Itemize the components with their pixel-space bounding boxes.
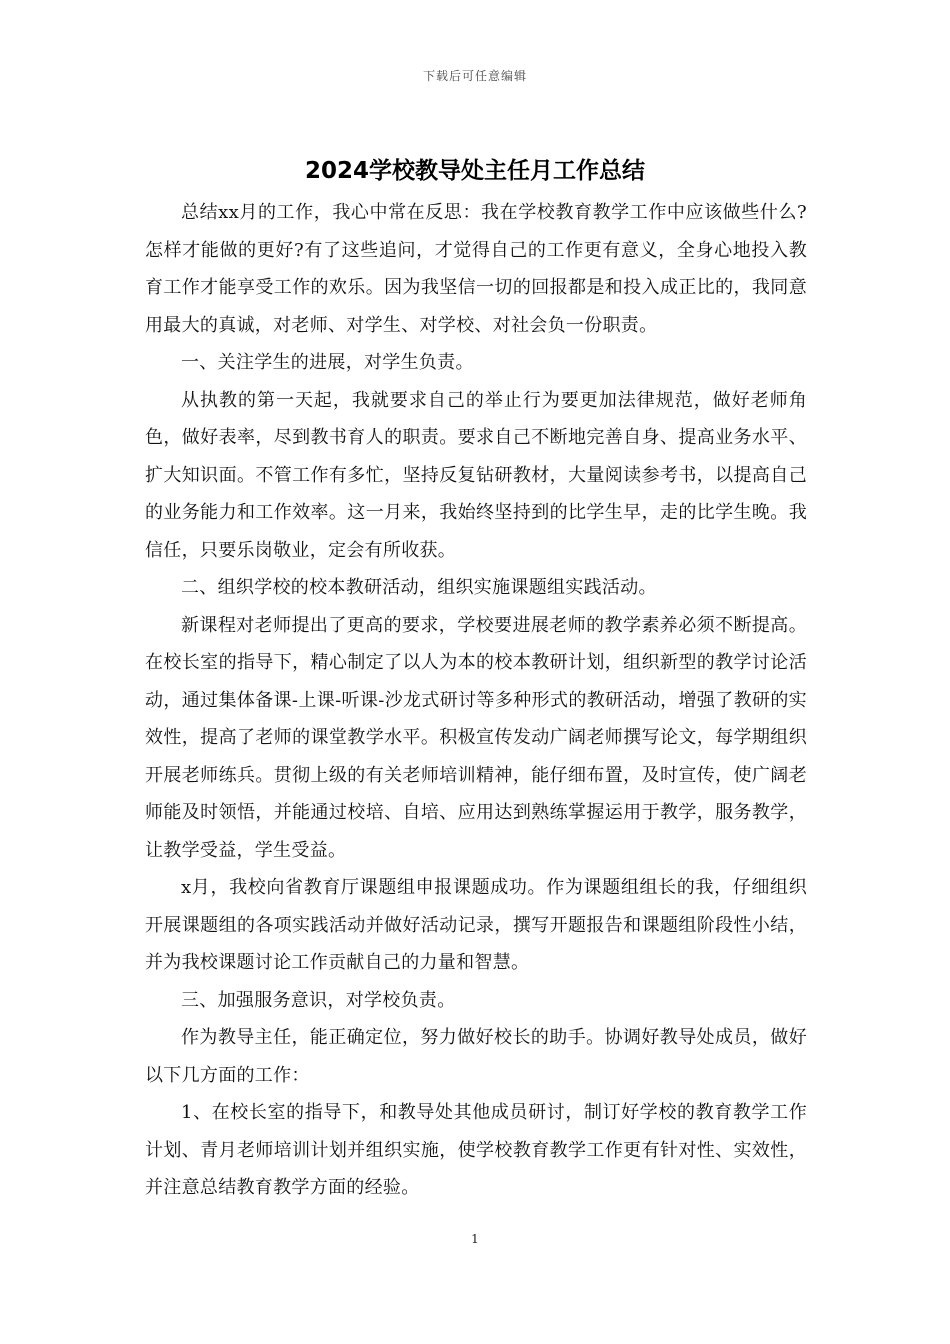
- document-body: [145, 194, 807, 1207]
- body-paragraph: x月，我校向省教育厅课题组申报课题成功。作为课题组组长的我，仔细组织开展课题组的各项实践活动并做好活动记录，撰写开题报告和课题组阶段性小结，并为我校课题讨论工作贡献自己的力量和智慧。: [145, 877, 807, 973]
- intro-paragraph: 总结xx月的工作，我心中常在反思：我在学校教育教学工作中应该做些什么?怎样才能做的更好?有了这些追问，才觉得自己的工作更有意义，全身心地投入教育工作才能享受工作的欢乐。因为我坚信一切的回报都是和投入成正比的，我同意用最大的真诚，对老师、对学生、对学校、对社会负一份职责。: [145, 202, 807, 336]
- list-item: 1、在校长室的指导下，和教导处其他成员研讨，制订好学校的教育教学工作计划、青月老师培训计划并组织实施，使学校教育教学工作更有针对性、实效性，并注意总结教育教学方面的经验。: [145, 1102, 807, 1198]
- body-paragraph: 新课程对老师提出了更高的要求，学校要进展老师的教学素养必须不断提高。在校长室的指导下，精心制定了以人为本的校本教研计划，组织新型的教学讨论活动，通过集体备课-上课-听课-沙龙式研讨等多种形式的教研活动，增强了教研的实效性，提高了老师的课堂教学水平。积极宣传发动广阔老师撰写论文，每学期组织开展老师练兵。贯彻上级的有关老师培训精神，能仔细布置，及时宣传，使广阔老师能及时领悟，并能通过校培、自培、应用达到熟练掌握运用于教学，服务教学，让教学受益，学生受益。: [145, 614, 807, 861]
- body-paragraph: 作为教导主任，能正确定位，努力做好校长的助手。协调好教导处成员，做好以下几方面的工作：: [145, 1027, 807, 1086]
- page-number: 1: [471, 1232, 479, 1246]
- body-paragraph: 从执教的第一天起，我就要求自己的举止行为要更加法律规范，做好老师角色，做好表率，尽到教书育人的职责。要求自己不断地完善自身、提高业务水平、扩大知识面。不管工作有多忙，坚持反复钻研教材，大量阅读参考书，以提高自己的业务能力和工作效率。这一月来，我始终坚持到的比学生早，走的比学生晚。我信任，只要乐岗敬业，定会有所收获。: [145, 389, 807, 561]
- header-note: 下载后可任意编辑: [422, 69, 527, 83]
- document-title: 2024学校教导处主任月工作总结: [304, 158, 645, 184]
- section-heading-1: 一、关注学生的进展，对学生负责。: [181, 352, 474, 373]
- section-heading-3: 三、加强服务意识，对学校负责。: [181, 989, 456, 1011]
- section-heading-2: 二、组织学校的校本教研活动，组织实施课题组实践活动。: [181, 577, 657, 598]
